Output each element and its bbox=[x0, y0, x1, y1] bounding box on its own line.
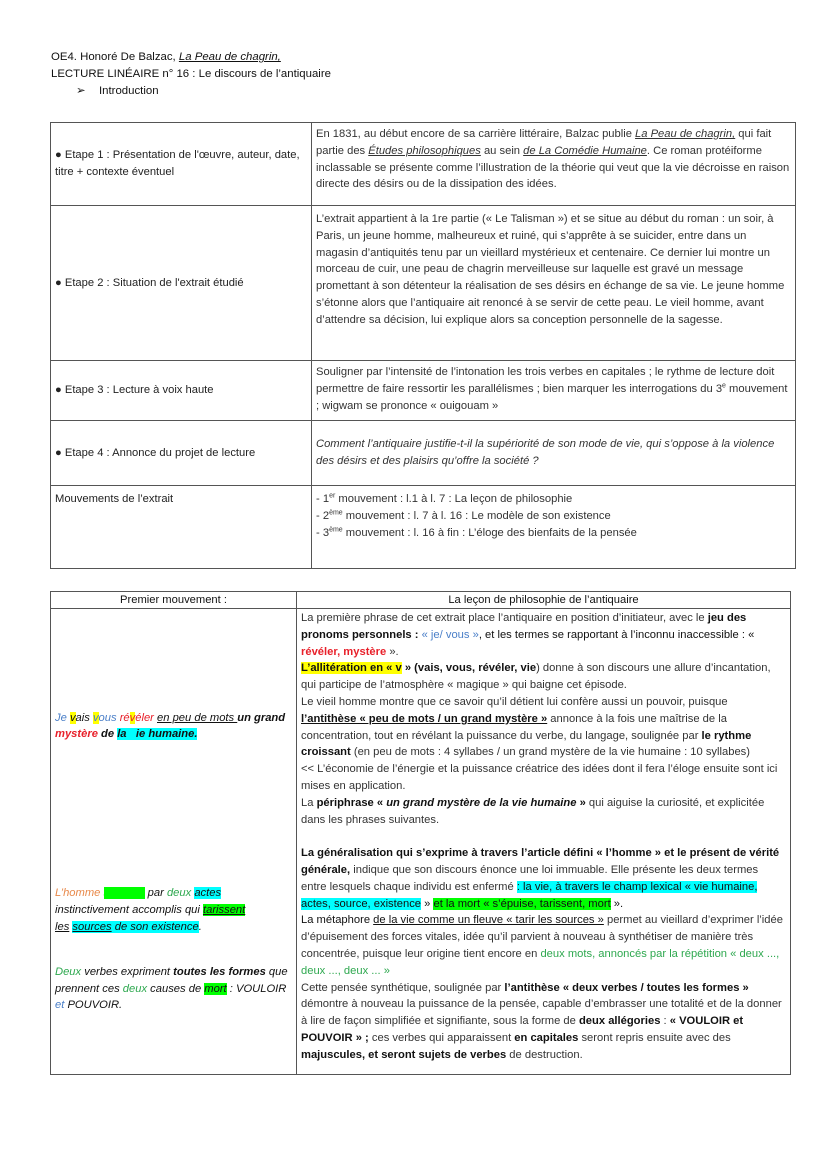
arrow-bullet-icon: ➢ bbox=[76, 85, 86, 97]
table-row bbox=[51, 421, 796, 486]
analysis-paragraph: Le vieil homme montre que ce savoir qu’il détient lui confère aussi un pouvoir, puisque l’antithèse « peu de mots / un grand mystère » annonce à la fois une maîtrise de la concentration, tout en révélant la puissance du verbe, du langage, soulignée par le rythme croissant (en peu de mots : 4 syllabes / un grand mystère de la vie humaine : 10 syllabes) bbox=[301, 695, 752, 759]
list-item: - 3ème mouvement : l. 16 à fin : L’éloge des bienfaits de la pensée bbox=[316, 525, 637, 539]
section-heading: ➢ Introduction bbox=[51, 83, 331, 100]
book-title: La Peau de chagrin, bbox=[178, 51, 281, 63]
table-header-row bbox=[51, 592, 791, 609]
header-left: Premier mouvement : bbox=[51, 592, 297, 609]
analysis-paragraph: Cette pensée synthétique, soulignée par l’antithèse « deux verbes / toutes les formes » démontre à nouveau la puissance de la pensée, capable d’embrasser une totalité et de la donner à lire de façon simplifiée et signifiante, sous la forme de deux allégories : « VOULOIR et POUVOIR » ; ces verbes qui apparaissent en capitales seront repris ensuite avec des majuscules, et seront sujets de verbes de destruction. bbox=[301, 981, 782, 1061]
step-label: ● Etape 2 : Situation de l'extrait étudié bbox=[51, 206, 312, 361]
analysis-paragraph: << L’économie de l’énergie et la puissance créatrice des idées dont il fera l’éloge ensuite sont ici mises en application. bbox=[301, 763, 778, 792]
step-content: Souligner par l’intensité de l’intonation les trois verbes en capitales ; le rythme de lecture doit permettre de faire ressortir les parallélismes ; bien marquer les interrogations du 3e mouvement ; wigwam se prononce « ouigouam » bbox=[312, 361, 796, 421]
header-right: La leçon de philosophie de l’antiquaire bbox=[297, 592, 791, 609]
table-row bbox=[51, 486, 796, 569]
document-header bbox=[51, 49, 331, 100]
step-label: Mouvements de l’extrait bbox=[51, 486, 312, 569]
table-row bbox=[51, 361, 796, 421]
reading-problem: Comment l’antiquaire justifie-t-il la supériorité de son mode de vie, qui s’oppose à la violence des désirs et des plaisirs qu’offre la société ? bbox=[312, 421, 796, 486]
analysis-paragraph: L’allitération en « v » (vais, vous, révéler, vie) donne à son discours une allure d’incantation, qui participe de l’atmosphère « magique » qui baigne cet épisode. bbox=[301, 662, 771, 692]
step-label: ● Etape 1 : Présentation de l'œuvre, auteur, date, titre + contexte éventuel bbox=[51, 123, 312, 206]
table-row bbox=[51, 609, 791, 1075]
analysis-paragraph: La première phrase de cet extrait place l’antiquaire en position d’initiateur, avec le jeu des pronoms personnels : « je/ vous », et les termes se rapportant à l’inconnu inaccessible : « révéler, mystère ». bbox=[301, 612, 755, 658]
analysis-paragraph: La périphrase « un grand mystère de la vie humaine » qui aiguise la curiosité, et explicitée dans les phrases suivantes. bbox=[301, 796, 765, 826]
analysis-column bbox=[297, 609, 791, 1075]
introduction-table bbox=[50, 122, 796, 569]
quote-3: Deux verbes expriment toutes les formes que prennent ces deux causes de mort : VOULOIR et POUVOIR. bbox=[55, 965, 288, 1012]
list-item: - 2ème mouvement : l. 7 à l. 16 : Le modèle de son existence bbox=[316, 509, 611, 522]
movements-list bbox=[312, 486, 796, 569]
lecture-title: LECTURE LINÉAIRE n° 16 : Le discours de l’antiquaire bbox=[51, 68, 331, 80]
quotes-column bbox=[51, 609, 297, 1075]
quote-1: Je vais vous révéler en peu de mots un grand mystère de la vie humaine. bbox=[55, 711, 286, 741]
course-title: OE4. Honoré De Balzac, La Peau de chagrin, bbox=[51, 51, 281, 63]
quote-2: L’homme s’épuise par deux actes instinctivement accomplis qui tarissent les sources de son existence. bbox=[55, 887, 246, 933]
analysis-paragraph: La généralisation qui s’exprime à travers l’article défini « l’homme » et le présent de vérité générale, indique que son discours énonce une loi immuable. Elle présente les deux termes entre lesquels chaque individu est enfermé : la vie, à travers le champ lexical « vie humaine, actes, source, existence » et la mort « s’épuise, tarissent, mort ». bbox=[301, 847, 780, 910]
list-item: - 1er mouvement : l.1 à l. 7 : La leçon de philosophie bbox=[316, 492, 573, 505]
table-row bbox=[51, 206, 796, 361]
step-content: En 1831, au début encore de sa carrière littéraire, Balzac publie La Peau de chagrin, qui fait partie des Études philosophiques au sein de La Comédie Humaine. Ce roman protéiforme inclassable se présente comme l’illustration de la théorie qui veut que la vie décroisse en raison directe des désirs ou de la dissipation des idées. bbox=[312, 123, 796, 206]
step-label: ● Etape 4 : Annonce du projet de lecture bbox=[51, 421, 312, 486]
first-movement-table bbox=[50, 591, 791, 1075]
analysis-paragraph: La métaphore de la vie comme un fleuve « tarir les sources » permet au vieillard d’exprimer l’idée d’épuisement des forces vitales, idée qu’il parvient à nouveau à synthétiser de manière très concentrée, puisque leur origine tient encore en deux mots, annoncés par la répétition « deux ..., deux ..., deux ... » bbox=[301, 914, 783, 977]
step-content: L’extrait appartient à la 1re partie (« Le Talisman ») et se situe au début du roman : un soir, à Paris, un jeune homme, malheureux et ruiné, qui s’apprête à se suicider, entre dans un magasin d’antiquités tenu par un vieillard mystérieux et centenaire. Ce dernier lui montre un morceau de cuir, une peau de chagrin merveilleuse sur laquelle est gravé un message promettant à son détenteur la réalisation de ses désirs en échange de sa vie. Le jeune homme s’étonne alors que l’antiquaire ait renoncé à se servir de cette peau. Le vieil homme, avant d’attendre sa décision, lui explique alors sa conception personnelle de la sagesse. bbox=[312, 206, 796, 361]
table-row bbox=[51, 123, 796, 206]
step-label: ● Etape 3 : Lecture à voix haute bbox=[51, 361, 312, 421]
